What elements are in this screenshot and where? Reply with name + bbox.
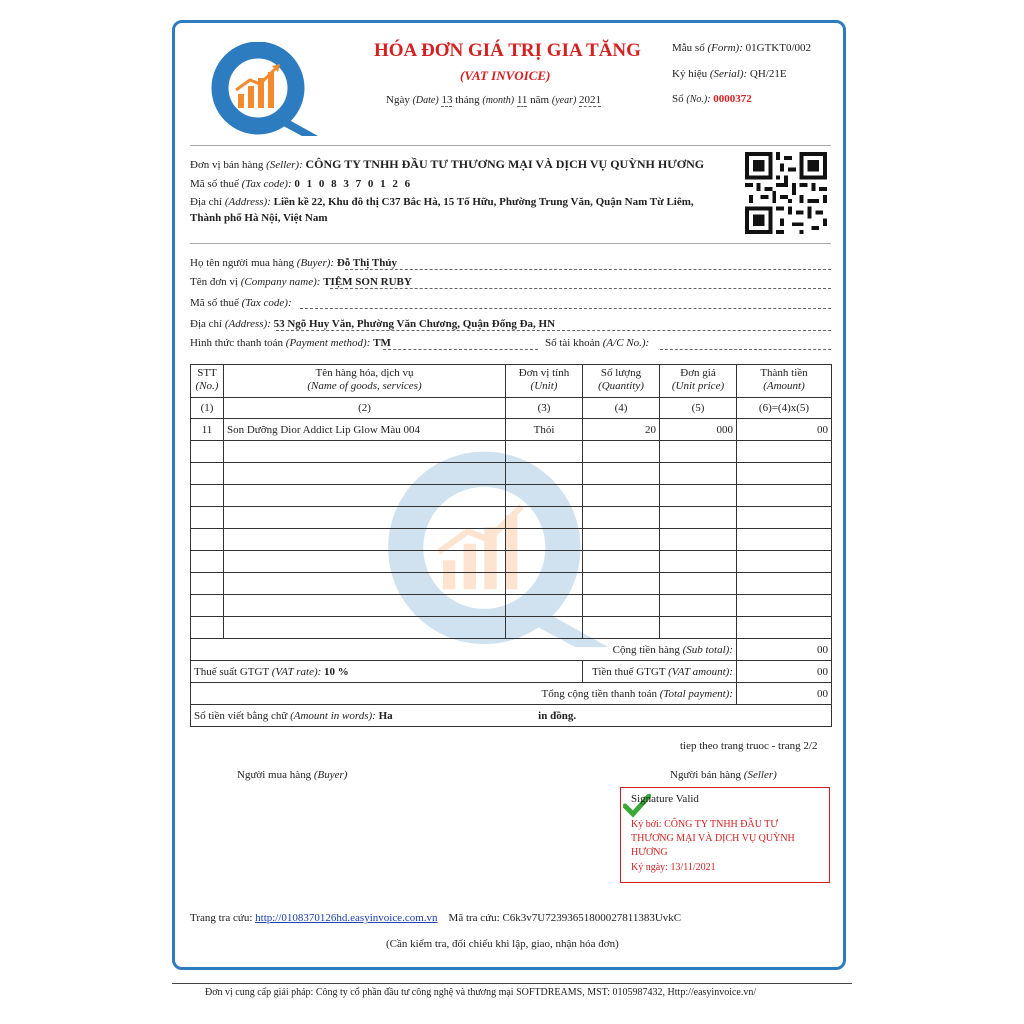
seller-address-line2: Thành phố Hà Nội, Việt Nam bbox=[190, 212, 328, 224]
invoice-date: Ngày (Date) 13 tháng (month) 11 năm (year) 2021 bbox=[386, 94, 602, 106]
table-index-row: (1) (2) (3) (4) (5) (6)=(4)x(5) bbox=[191, 398, 832, 419]
table-row bbox=[191, 529, 832, 551]
invoice-subtitle: (VAT INVOICE) bbox=[460, 68, 551, 83]
total-value: 00 bbox=[737, 683, 832, 705]
vat-row: Thuế suất GTGT (VAT rate): 10 % Tiền thuế GTGT (VAT amount): 00 bbox=[191, 661, 832, 683]
invoice-title: HÓA ĐƠN GIÁ TRỊ GIA TĂNG bbox=[374, 40, 641, 61]
form-number: Mẫu số (Form): 01GTKT0/002 bbox=[672, 42, 812, 54]
subtotal-row: Cộng tiền hàng (Sub total): 00 bbox=[191, 639, 832, 661]
buyer-address: Địa chỉ (Address): 53 Ngõ Huy Văn, Phường Văn Chương, Quận Đống Đa, HN bbox=[190, 318, 556, 330]
divider bbox=[190, 243, 831, 244]
verification-note: (Cần kiểm tra, đối chiếu khi lập, giao, nhận hóa đơn) bbox=[386, 938, 619, 950]
table-row bbox=[191, 441, 832, 463]
buyer-signature-label: Người mua hàng (Buyer) bbox=[237, 769, 348, 781]
invoice-number: Số (No.): 0000372 bbox=[672, 93, 752, 105]
seller-signature-label: Người bán hàng (Seller) bbox=[670, 769, 777, 781]
table-row bbox=[191, 551, 832, 573]
buyer-tax-code: Mã số thuế (Tax code): bbox=[190, 297, 292, 309]
buyer-company: Tên đơn vị (Company name): TIỆM SON RUBY bbox=[190, 276, 412, 288]
account-number: Số tài khoản (A/C No.): bbox=[545, 337, 650, 349]
seller-name: Đơn vị bán hàng (Seller): CÔNG TY TNHH ĐẦU TƯ THƯƠNG MẠI VÀ DỊCH VỤ QUỲNH HƯƠNG bbox=[190, 157, 705, 171]
table-row bbox=[191, 507, 832, 529]
payment-method: Hình thức thanh toán (Payment method): TM bbox=[190, 337, 391, 349]
items-table bbox=[190, 364, 832, 727]
column-header: Thành tiền (Amount) bbox=[737, 365, 832, 398]
lookup-link[interactable]: http://0108370126hd.easyinvoice.com.vn bbox=[255, 912, 438, 924]
table-row: 11 Son Dưỡng Dior Addict Lip Glow Màu 004 Thỏi 20 000 00 bbox=[191, 419, 832, 441]
company-logo bbox=[210, 42, 326, 138]
continuation-note: tiep theo trang truoc - trang 2/2 bbox=[680, 740, 818, 752]
vat-amount-value: 00 bbox=[737, 661, 832, 683]
column-header: Đơn vị tính (Unit) bbox=[506, 365, 583, 398]
lookup-info: Trang tra cứu: http://0108370126hd.easyinvoice.com.vn Mã tra cứu: C6k3v7U72393651800027811383UvkC bbox=[190, 912, 682, 924]
provider-info: Đơn vị cung cấp giải pháp: Công ty cổ phần đầu tư công nghệ và thương mại SOFTDREAMS, MST: 0105987432, Http://easyinvoice.vn/ bbox=[205, 987, 757, 998]
column-header: Đơn giá (Unit price) bbox=[660, 365, 737, 398]
signature-valid-text: Signature Valid bbox=[631, 793, 699, 805]
table-header-row bbox=[191, 365, 832, 398]
lookup-code: C6k3v7U72393651800027811383UvkC bbox=[502, 912, 682, 924]
total-row: Tổng cộng tiền thanh toán (Total payment): 00 bbox=[191, 683, 832, 705]
column-header: Số lượng (Quantity) bbox=[583, 365, 660, 398]
buyer-name: Họ tên người mua hàng (Buyer): Đỗ Thị Thủy bbox=[190, 257, 397, 269]
divider bbox=[172, 983, 852, 984]
table-row bbox=[191, 573, 832, 595]
amount-in-words-row: Số tiền viết bằng chữ (Amount in words): Ha in đồng. bbox=[191, 705, 832, 727]
seller-tax-code: Mã số thuế (Tax code): 0 1 0 8 3 7 0 1 2 6 bbox=[190, 178, 413, 190]
qr-code bbox=[745, 152, 827, 234]
divider bbox=[190, 145, 831, 146]
serial-number: Ký hiệu (Serial): QH/21E bbox=[672, 68, 787, 80]
table-row bbox=[191, 617, 832, 639]
table-row bbox=[191, 463, 832, 485]
signed-by-text: Ký bởi: CÔNG TY TNHH ĐẦU TƯ THƯƠNG MẠI VÀ DỊCH VỤ QUỲNH HƯƠNG bbox=[631, 819, 795, 858]
subtotal-value: 00 bbox=[737, 639, 832, 661]
table-row bbox=[191, 485, 832, 507]
signed-date-text: Ký ngày: 13/11/2021 bbox=[631, 862, 716, 873]
digital-signature-box bbox=[620, 787, 830, 883]
column-header: Tên hàng hóa, dịch vụ (Name of goods, services) bbox=[224, 365, 506, 398]
table-row bbox=[191, 595, 832, 617]
column-header: STT (No.) bbox=[191, 365, 224, 398]
seller-address: Địa chỉ (Address): Liền kề 22, Khu đô thị C37 Bắc Hà, 15 Tố Hữu, Phường Trung Văn, Quận Nam Từ Liêm, bbox=[190, 196, 694, 208]
